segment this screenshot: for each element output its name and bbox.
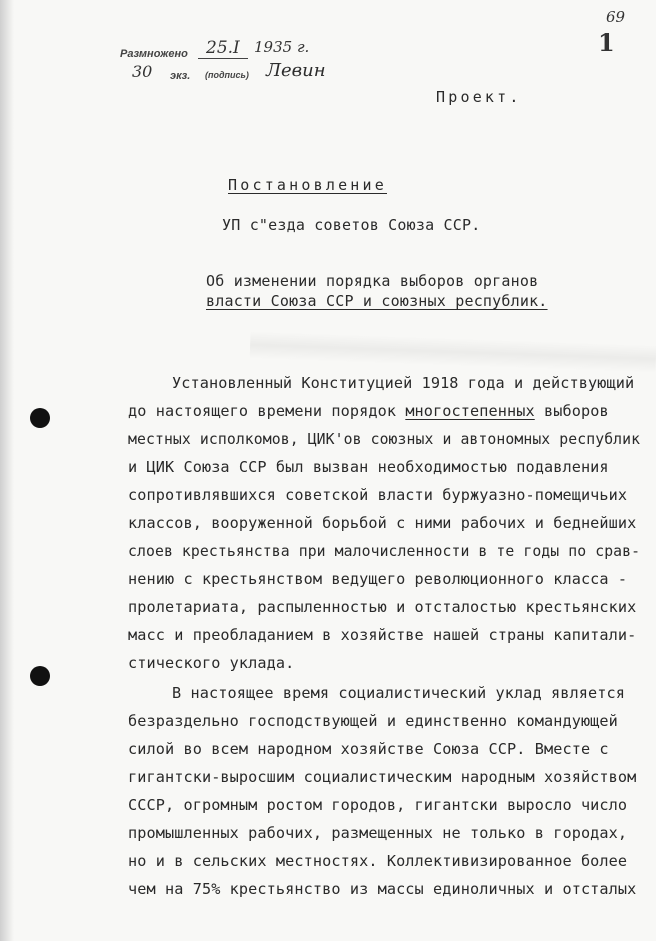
paper-fold <box>250 331 656 373</box>
text-line: сопротивлявшихся советской власти буржуазно-помещичьих <box>128 486 628 504</box>
text-line: силой во всем народном хозяйстве Союза ССР. Вместе с <box>128 740 609 758</box>
text-line: и ЦИК Союза ССР был вызван необходимостью подавления <box>128 458 609 476</box>
stamp-date: 25.I <box>206 38 240 58</box>
text-line: чем на 75% крестьянство из массы единоличных и отсталых <box>128 880 637 898</box>
text-line: до настоящего времени порядок многостепенных выборов <box>128 402 609 420</box>
text-line: нению с крестьянством ведущего революционного класса - <box>128 570 628 588</box>
text-line: СССР, огромным ростом городов, гигантски выросло число <box>128 796 628 814</box>
text-line: слоев крестьянства при малочисленности в те годы по срав- <box>128 542 641 560</box>
text-line: промышленных рабочих, размещенных не только в городах, <box>128 824 628 842</box>
punch-hole <box>30 666 50 686</box>
text-line: местных исполкомов, ЦИК'ов союзных и автономных республик <box>128 430 641 448</box>
text-line: гигантски-выросшим социалистическим народным хозяйством <box>128 768 637 786</box>
project-label: Проект. <box>436 88 522 106</box>
signature: Левин <box>266 60 326 81</box>
document-title: Постановление <box>228 176 387 194</box>
text-line: классов, вооруженной борьбой с ними рабочих и беднейших <box>128 514 637 532</box>
document-subtitle: УП с"езда советов Союза ССР. <box>222 216 481 234</box>
page-number-large: 1 <box>598 28 615 57</box>
stamp-underline <box>198 58 248 59</box>
text-line: Установленный Конституцией 1918 года и действующий <box>172 374 635 392</box>
page-edge-shadow <box>0 0 14 941</box>
page-number-small: 69 <box>606 8 626 26</box>
stamp-unit: экз. <box>170 70 191 82</box>
heading-line-1: Об изменении порядка выборов органов <box>206 272 539 290</box>
stamp-count: 30 <box>132 62 153 81</box>
text-line: безраздельно господствующей и единственно командующей <box>128 712 618 730</box>
stamp-label: Размножено <box>120 48 188 60</box>
text-line: масс и преобладанием в хозяйстве нашей страны капитали- <box>128 626 637 644</box>
text-line: пролетариата, распыленностью и отсталостью крестьянских <box>128 598 637 616</box>
text-line: но и в сельских местностях. Коллективизированное более <box>128 852 628 870</box>
text-line: В настоящее время социалистический уклад является <box>172 684 625 702</box>
stamp-note: (подпись) <box>205 70 249 80</box>
text-line: стического уклада. <box>128 654 295 672</box>
punch-hole <box>30 408 50 428</box>
stamp-year: 1935 г. <box>254 38 310 56</box>
heading-line-2: власти Союза ССР и союзных республик. <box>206 292 548 310</box>
